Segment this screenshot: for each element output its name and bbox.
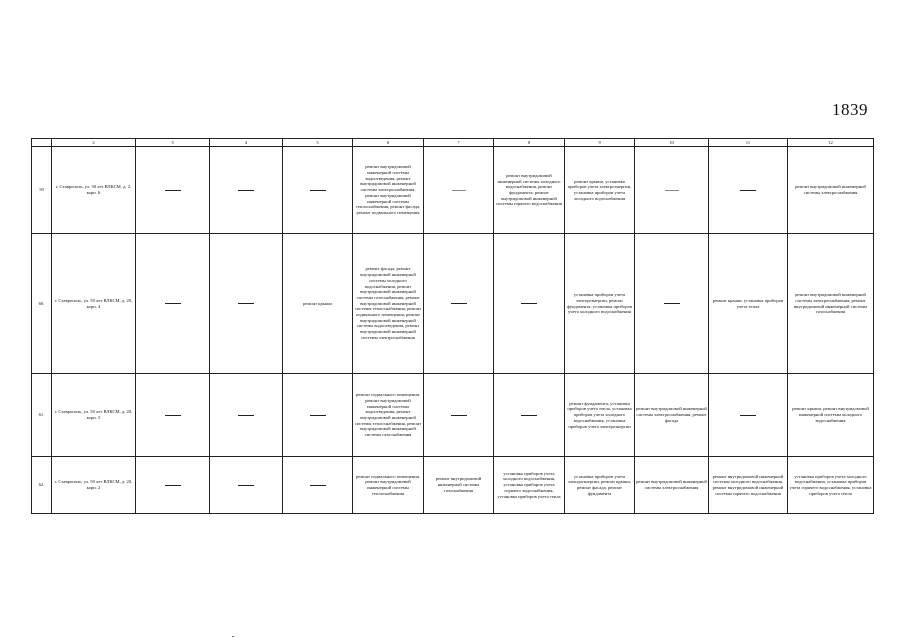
empty-cell-dash xyxy=(283,374,353,457)
work-cell: ремонт крыши, установка приборов учета электроэнергии, установка приборов учета холодного водоснабжения xyxy=(565,147,635,234)
table-row xyxy=(32,374,874,457)
row-number: 61. xyxy=(32,374,52,457)
empty-cell-dash xyxy=(709,147,788,234)
empty-cell-dash xyxy=(136,374,210,457)
empty-cell-dash xyxy=(283,147,353,234)
work-cell: ремонт внутридомовой инженерной системы электроснабжения, ремонт фасада xyxy=(635,374,709,457)
table-row xyxy=(32,457,874,514)
empty-cell-dash xyxy=(210,234,283,374)
table-row xyxy=(32,234,874,374)
empty-cell-dash xyxy=(635,234,709,374)
work-cell: ремонт подвального помещения, ремонт внутридомовой инженерной системы водоотведения, ремонт внутридомовой инженерной системы теплоснабжения, ремонт внутридомовой инженерной системы газоснабжения xyxy=(353,374,424,457)
empty-cell-dash xyxy=(494,234,565,374)
column-number: 6 xyxy=(353,139,424,147)
work-cell: ремонт внутридомовой инженерной системы электроснабжения xyxy=(635,457,709,514)
column-number: 3 xyxy=(136,139,210,147)
column-number: 10 xyxy=(635,139,709,147)
column-number: 7 xyxy=(424,139,494,147)
work-cell: ремонт внутридомовой инженерной системы электроснабжения xyxy=(788,147,874,234)
work-cell: ремонт внутридомовой инженерной системы газоснабжения xyxy=(424,457,494,514)
address-cell: г. Ставрополь, ул. 50 лет ВЛКСМ, д. 2, корп. 6 xyxy=(52,147,136,234)
column-number: 8 xyxy=(494,139,565,147)
work-cell: ремонт внутридомовой инженерной системы электроснабжения, ремонт внутридомовой инженерной системы газоснабжения xyxy=(788,234,874,374)
work-cell: установка приборов учета холодного водоснабжения, установка приборов учета горячего водоснабжения, установка приборов учета тепла xyxy=(494,457,565,514)
row-number: 62. xyxy=(32,457,52,514)
empty-cell-dash xyxy=(210,457,283,514)
empty-cell-dash xyxy=(424,147,494,234)
empty-cell-dash xyxy=(635,147,709,234)
empty-cell-dash xyxy=(424,234,494,374)
empty-cell-dash xyxy=(283,457,353,514)
work-cell: ремонт крыши, ремонт внутридомовой инженерной системы холодного водоснабжения xyxy=(788,374,874,457)
repair-schedule-table xyxy=(31,138,874,514)
work-cell: ремонт внутридомовой инженерной системы холодного водоснабжения, ремонт внутридомовой инженерной системы горячего водоснабжения xyxy=(709,457,788,514)
column-number-row xyxy=(32,139,874,147)
empty-cell-dash xyxy=(136,147,210,234)
column-number: 5 xyxy=(283,139,353,147)
page-number: 1839 xyxy=(832,100,868,119)
work-cell: ремонт крыши xyxy=(283,234,353,374)
empty-cell-dash xyxy=(210,147,283,234)
column-number: 11 xyxy=(709,139,788,147)
work-cell: ремонт фундамента, установка приборов учета тепла, установка приборов учета холодного водоснабжения, установка приборов учета электроэнергии xyxy=(565,374,635,457)
table-row xyxy=(32,147,874,234)
column-number xyxy=(32,139,52,147)
empty-cell-dash xyxy=(210,374,283,457)
address-cell: г. Ставрополь, ул. 50 лет ВЛКСМ, д. 20, корп. 4 xyxy=(52,234,136,374)
empty-cell-dash xyxy=(136,457,210,514)
work-cell: установка приборов учета электроэнергии, ремонт фундамента, установка приборов учета холодного водоснабжения xyxy=(565,234,635,374)
work-cell: установка приборов учета электроэнергии, ремонт крыши, ремонт фасада, ремонт фундамента xyxy=(565,457,635,514)
scan-speck xyxy=(232,636,234,637)
work-cell: ремонт фасада, ремонт внутридомовой инженерной системы холодного водоснабжения, ремонт внутридомовой инженерной системы газоснабжения, ремонт внутридомовой инженерной системы теплоснабжения, ремонт подвального помещения, ремонт внутридомовой инженерной системы водоотведения, ремонт внутридомовой инженерной системы электроснабжения xyxy=(353,234,424,374)
empty-cell-dash xyxy=(136,234,210,374)
row-number: 59 xyxy=(32,147,52,234)
empty-cell-dash xyxy=(424,374,494,457)
address-cell: г. Ставрополь, ул. 50 лет ВЛКСМ, д. 20, корп. 5 xyxy=(52,374,136,457)
empty-cell-dash xyxy=(709,374,788,457)
work-cell: ремонт внутридомовой инженерной системы водоотведения, ремонт внутридомовой инженерной системы электроснабжения, ремонт внутридомовой инженерной системы теплоснабжения, ремонт фасада, ремонт подвального помещения xyxy=(353,147,424,234)
work-cell: ремонт крыши, установка приборов учета тепла xyxy=(709,234,788,374)
column-number: 12 xyxy=(788,139,874,147)
work-cell: ремонт подвального помещения, ремонт внутридомовой инженерной системы теплоснабжения xyxy=(353,457,424,514)
work-cell: ремонт внутридомовой инженерной системы холодного водоснабжения, ремонт фундамента, ремонт внутридомовой инженерной системы горячего водоснабжения xyxy=(494,147,565,234)
column-number: 2 xyxy=(52,139,136,147)
work-cell: установка приборов учета холодного водоснабжения, установка приборов учета горячего водоснабжения, установка приборов учета тепла xyxy=(788,457,874,514)
row-number: 60. xyxy=(32,234,52,374)
address-cell: г. Ставрополь, ул. 50 лет ВЛКСМ, д. 20, корп. 2 xyxy=(52,457,136,514)
column-number: 9 xyxy=(565,139,635,147)
column-number: 4 xyxy=(210,139,283,147)
empty-cell-dash xyxy=(494,374,565,457)
